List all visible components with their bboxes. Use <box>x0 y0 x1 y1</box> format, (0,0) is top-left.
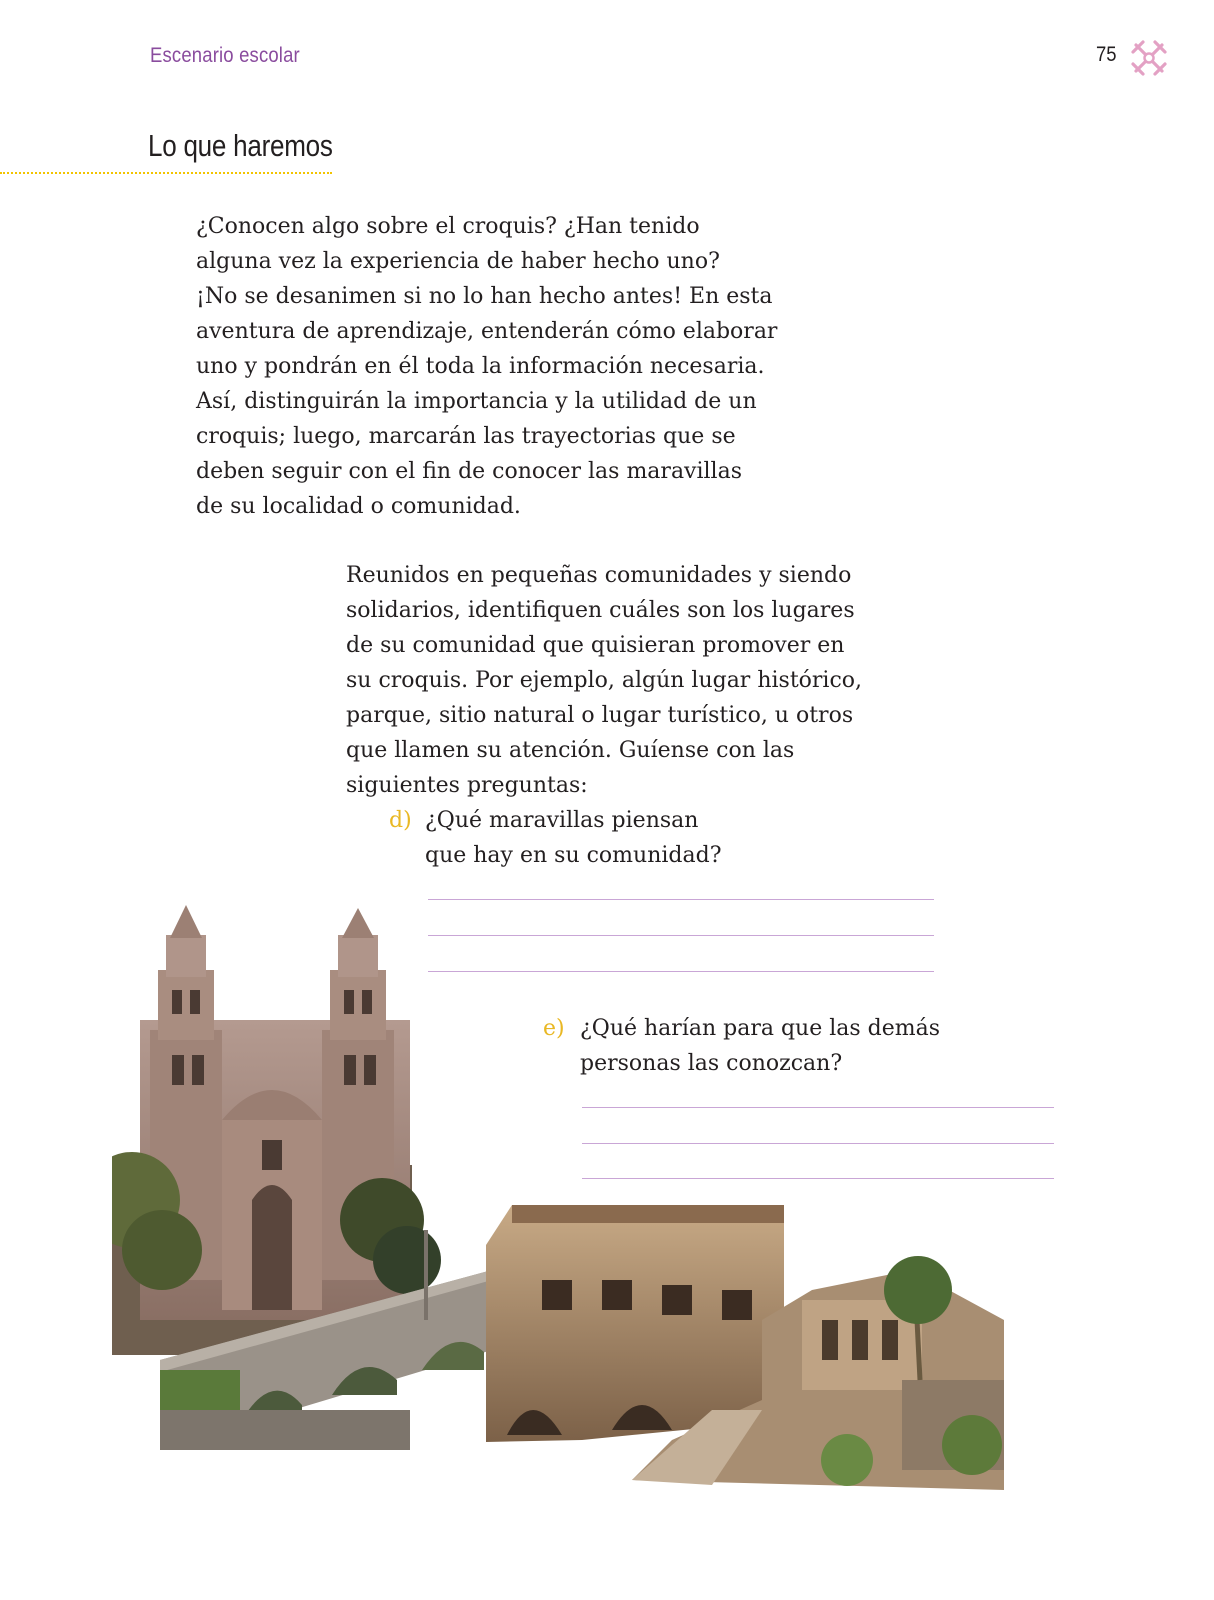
intro-line: ¡No se desanimen si no lo han hecho antes! En esta <box>196 284 773 309</box>
star-ornament-icon <box>1130 39 1168 77</box>
intro-line: de su localidad o comunidad. <box>196 494 521 519</box>
activity-line: Reunidos en pequeñas comunidades y siendo <box>346 563 852 588</box>
cathedral <box>112 905 441 1355</box>
activity-line: de su comunidad que quisieran promover en <box>346 633 845 658</box>
question-text-line: que hay en su comunidad? <box>425 843 722 868</box>
activity-line: que llamen su atención. Guíense con las <box>346 738 795 763</box>
question-marker: d) <box>389 808 412 833</box>
section-title: Lo que haremos <box>148 128 333 163</box>
colonial-buildings-illustration <box>112 900 1024 1510</box>
question-marker: e) <box>543 1016 565 1041</box>
activity-line: su croquis. Por ejemplo, algún lugar histórico, <box>346 668 863 693</box>
intro-line: croquis; luego, marcarán las trayectorias que se <box>196 424 736 449</box>
intro-line: deben seguir con el fin de conocer las maravillas <box>196 459 743 484</box>
activity-line: siguientes preguntas: <box>346 773 588 798</box>
running-header-section: Escenario escolar <box>150 44 300 67</box>
intro-paragraph <box>196 209 876 524</box>
intro-line: ¿Conocen algo sobre el croquis? ¿Han tenido <box>196 214 700 239</box>
question-text-line: ¿Qué harían para que las demás <box>580 1016 941 1041</box>
title-underline <box>0 172 332 174</box>
page-number: 75 <box>1096 43 1117 66</box>
activity-line: parque, sitio natural o lugar turístico, u otros <box>346 703 854 728</box>
intro-line: Así, distinguirán la importancia y la utilidad de un <box>196 389 757 414</box>
activity-paragraph <box>346 558 936 803</box>
intro-line: alguna vez la experiencia de haber hecho uno? <box>196 249 720 274</box>
intro-line: uno y pondrán en él toda la información necesaria. <box>196 354 765 379</box>
activity-line: solidarios, identifiquen cuáles son los lugares <box>346 598 855 623</box>
palace-facade <box>486 1205 784 1442</box>
question-text-line: personas las conozcan? <box>580 1051 843 1076</box>
question-text-line: ¿Qué maravillas piensan <box>425 808 699 833</box>
intro-line: aventura de aprendizaje, entenderán cómo elaborar <box>196 319 778 344</box>
